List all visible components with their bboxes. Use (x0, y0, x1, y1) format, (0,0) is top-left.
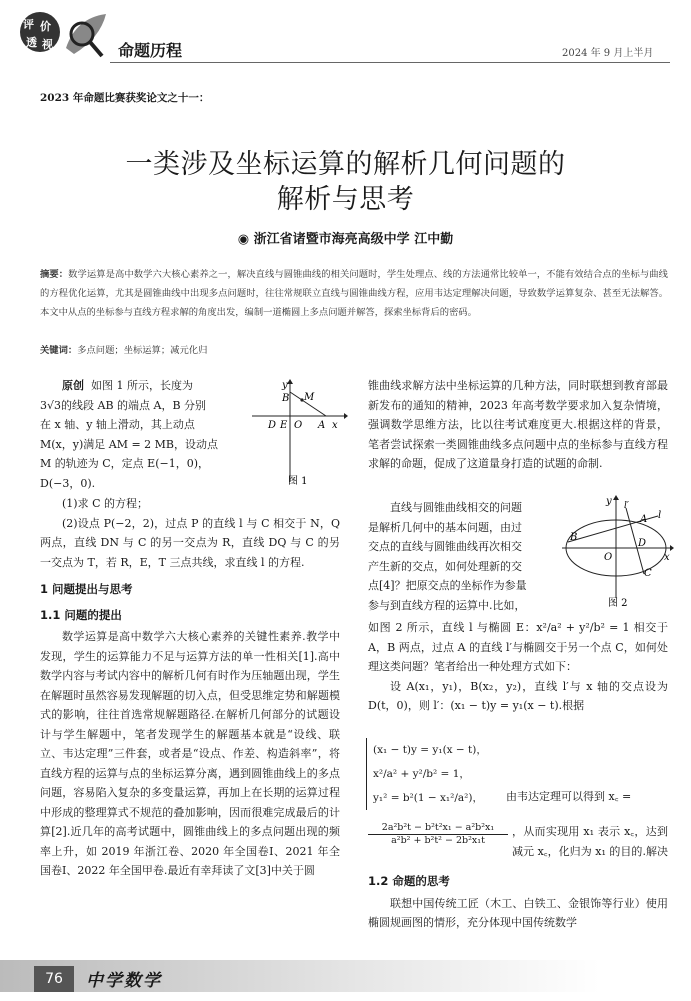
logo-char: 透 (26, 36, 37, 49)
fig1-label-D: D (268, 420, 277, 431)
section-1-1-heading: 1.1 问题的提出 (40, 607, 122, 622)
fig2-label-lprime: l′ (624, 501, 629, 511)
fig2-label-D: D (638, 538, 647, 549)
column-logo (20, 12, 60, 52)
section-1-heading: 1 问题提出与思考 (40, 582, 133, 596)
fig1-caption: 图 1 (288, 476, 308, 487)
problem-line: 如图 1 所示，长度为 (91, 379, 193, 392)
abstract (40, 266, 668, 322)
vieta-note: 由韦达定理可以得到 x꜀ = (506, 790, 632, 803)
right-paragraph-2 (368, 498, 558, 615)
section-1-1-paragraph: 数学运算是高中数学六大核心素养的关键性素养.教学中发现，学生的运算能力不足与运算方法的单一性相关[1].高中数学内容与考试内容中的解析几何有时作为压轴题出现，学生在解题时虽然容易发现解题的切入点，但受思维定势和解题模式的影响，往往首选常规解题路径.在解析几何部分的试题设计与学生解题中，笔者发现学生的解题基本就是“设线、联立、韦达定理”三件套，或者是“设点、作差、构造斜率”，将直线方程的运算与点的坐标运算分离，遇到圆锥曲线上的多点问题，容易陷入复杂的多变量运算，再加上在长期的运算过程中形成的整理算式不规范的叠加影响，因而很难完成最后的计算[2].近几年的高考试题中，圆锥曲线上的多点问题出现的频率上升，如 2019 年浙江卷、2020 年全国卷Ⅰ、2021 年全国卷Ⅰ、2022 年全国甲卷.最近有幸拜读了文[3]中关于圆 (40, 630, 340, 877)
right-paragraph-4: 设 A(x₁，y₁)，B(x₂，y₂)，直线 l′与 x 轴的交点设为 D(t，0)，则 l′：(x₁ − t)y = y₁(x − t).根据 (368, 679, 668, 712)
text-line: 产生新的交点，如何处理新的交 (368, 559, 522, 573)
figure-1 (248, 378, 348, 490)
fig2-label-y: y (606, 496, 612, 507)
section-1-2-heading: 1.2 命题的思考 (368, 874, 450, 888)
problem-line: M 的轨迹为 C，定点 E(−1，0)， (40, 457, 209, 470)
fig1-label-O: O (294, 420, 303, 431)
fig1-label-x: x (332, 420, 338, 431)
fig1-label-B: B (282, 393, 290, 404)
problem-line: M(x，y)满足 AM = 2 MB，设动点 (40, 437, 219, 451)
abstract-text: 数学运算是高中数学六大核心素养之一，解决直线与圆锥曲线的相关问题时，学生处理点、线的方法通常比较单一，不能有效结合点的坐标与曲线的方程优化运算，尤其是圆锥曲线中出现多点问题时，往往常规联立直线与圆锥曲线方程，应用韦达定理解决问题，导致数学运算复杂、甚至无法解答。本文中从点的坐标参与直线方程求解的角度出发，编制一道椭圆上多点问题并解答，探索坐标背后的密码。 (40, 269, 668, 318)
original-problem-intro (40, 376, 238, 493)
keywords-label: 关键词： (40, 345, 78, 356)
fig2-label-O: O (604, 552, 613, 563)
section-1-2-paragraph: 联想中国传统工匠（木工、白铁工、金银饰等行业）使用椭圆规画图的情形，充分体现中国传统数学 (368, 896, 668, 929)
fraction-numerator: 2a²b²t − b²t²x₁ − a²b²x₁ (368, 822, 508, 835)
abstract-label: 摘要： (40, 269, 69, 280)
text-line: 点[4]？把原交点的坐标作为参量 (368, 579, 527, 592)
text-line: 交点的直线与圆锥曲线再次相交 (368, 540, 522, 553)
fig2-label-B: B (570, 532, 578, 543)
article-title-line1: 一类涉及坐标运算的解析几何问题的 (125, 149, 566, 180)
left-column-body (40, 494, 340, 881)
series-label: 2023 年命题比赛获奖论文之十一： (40, 92, 210, 104)
right-column-bottom (368, 862, 668, 933)
problem-line: D(−3，0). (40, 476, 96, 490)
header-divider (110, 62, 670, 63)
logo-char: 视 (42, 38, 53, 51)
section-name: 命题历程 (118, 41, 183, 60)
question-1: (1)求 C 的方程； (62, 497, 148, 510)
text-line: 是解析几何中的基本问题，由过 (368, 520, 522, 534)
fig2-caption: 图 2 (608, 598, 628, 609)
problem-line: 在 x 轴、y 轴上滑动，其上动点 (40, 418, 195, 431)
fig2-label-A: A (640, 514, 648, 525)
equation-system (366, 738, 499, 810)
right-paragraph-3: 如图 2 所示，直线 l 与椭圆 E：x²/a² + y²/b² = 1 相交于 A，B 两点，过点 A 的直线 l′与椭圆交于另一个点 C，如何处理这类问题？笔者给出一种处理方式如下： (368, 621, 668, 673)
magnifier-leaf-icon (56, 8, 116, 64)
fig1-label-E: E (280, 420, 288, 431)
page-number: 76 (34, 966, 74, 992)
keywords-text: 多点问题；坐标运算；减元化归 (77, 345, 208, 356)
fraction-denominator: a²b² + b²t² − 2b²x₁t (391, 835, 485, 846)
figure-2 (562, 494, 674, 610)
fraction-tail-start (512, 822, 668, 861)
fig1-label-y: y (282, 380, 288, 391)
issue-date: 2024 年 9 月上半月 (562, 48, 654, 59)
text-line: 参与到直线方程的运算中.比如， (368, 598, 526, 612)
right-paragraph-1: 锥曲线求解方法中坐标运算的几种方法，同时联想到教育部最新发布的通知的精神，2023 年高考数学要求加入复杂情境，强调数学思维方法，比以往考试难度更大.根据这样的背景，笔者尝试探索一类圆锥曲线多点问题中点的坐标参与直线方程求解的命题，促成了这道量身打造的试题的命制. (368, 379, 668, 470)
vieta-fraction (368, 822, 508, 846)
equation-line: y₁² = b²(1 − x₁²/a²)， (373, 792, 483, 804)
original-label: 原创 (62, 379, 84, 392)
journal-name: 中学数学 (86, 971, 162, 991)
fig2-label-C: C (644, 568, 652, 579)
article-title-line2: 解析与思考 (276, 184, 415, 215)
fig2-label-l: l (658, 510, 662, 521)
keywords (40, 342, 207, 356)
right-paragraph-5: ，从而实现用 x₁ 表示 x꜀，达到减元 x꜀，化归为 x₁ 的目的.解决 (512, 825, 668, 858)
author-affiliation: ◉ 浙江省诸暨市海亮高级中学 江中勤 (237, 232, 454, 247)
fig1-label-A: A (318, 420, 326, 431)
problem-line: 3√3的线段 AB 的端点 A，B 分别 (40, 398, 207, 412)
text-line: 直线与圆锥曲线相交的问题 (390, 501, 522, 514)
logo-char: 评 (23, 18, 34, 31)
fig1-label-M: M (304, 392, 315, 403)
equation-line: x²/a² + y²/b² = 1， (373, 768, 470, 780)
right-column-middle (368, 618, 668, 716)
right-column-top (368, 376, 668, 474)
fig2-label-x: x (664, 552, 670, 563)
logo-char: 价 (40, 20, 51, 33)
question-2: (2)设点 P(−2，2)，过点 P 的直线 l 与 C 相交于 N，Q 两点，直线 DN 与 C 的另一交点为 R，直线 DQ 与 C 的另一交点为 T，若 R，E，T 三点共线，求直线 l 的方程. (40, 516, 340, 569)
equation-line: (x₁ − t)y = y₁(x − t)， (373, 744, 487, 756)
